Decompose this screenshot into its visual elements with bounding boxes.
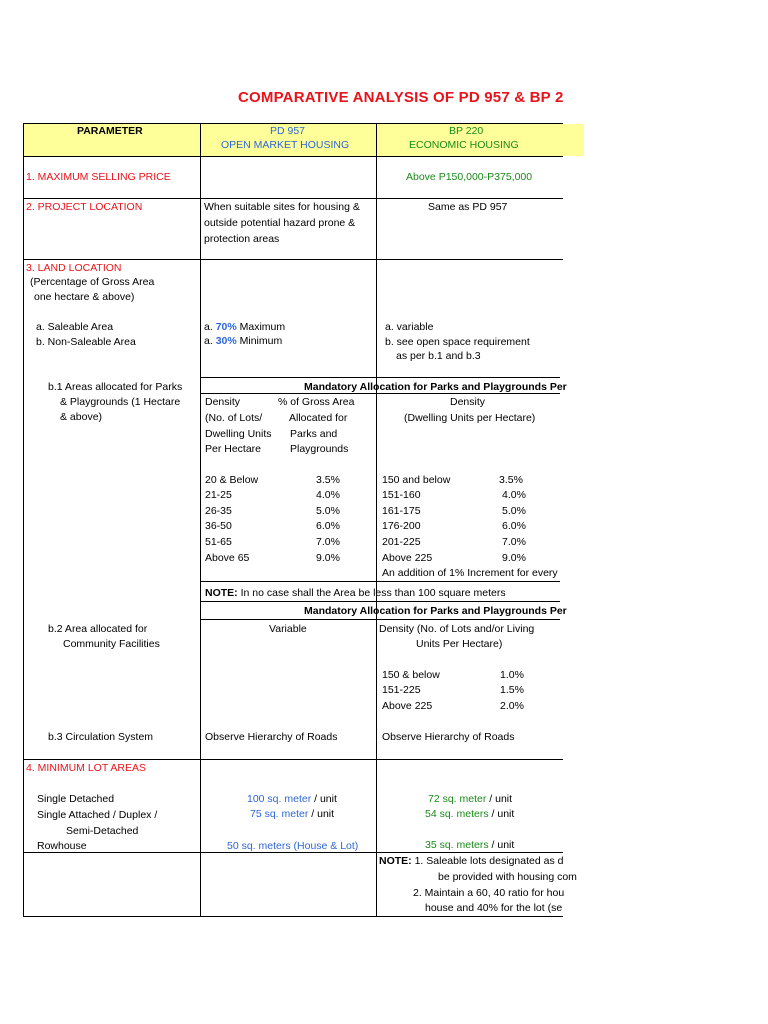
table-row: 1.5% (500, 684, 524, 696)
unit-label: / unit (311, 793, 337, 805)
b1-label-line2: & Playgrounds (1 Hectare (60, 396, 181, 408)
lot-single-attached: Single Attached / Duplex / (37, 809, 158, 821)
table-row: 2.0% (500, 700, 524, 712)
pd957-single-detached (247, 793, 337, 806)
pd957-single-attached (250, 808, 334, 821)
page-title: COMPARATIVE ANALYSIS OF PD 957 & BP 2 (238, 89, 564, 106)
b2-label-line2: Community Facilities (63, 638, 160, 650)
row-line-1 (23, 198, 563, 199)
row4-note-label: NOTE: (379, 855, 412, 867)
pd957-single-attached-value: 75 sq. meter (250, 808, 309, 820)
pd-pct-h3: Parks and (290, 428, 338, 440)
pd957-single-detached-value: 100 sq. meter (247, 793, 312, 805)
row2-label: 2. PROJECT LOCATION (26, 201, 143, 213)
column-divider-1 (200, 123, 201, 917)
bp220-rowhouse (425, 839, 514, 852)
row1-bp220: Above P150,000-P375,000 (406, 171, 533, 183)
row-line-mandatory2-bottom (200, 619, 560, 620)
bp-increment-note: An addition of 1% Increment for every (382, 567, 558, 579)
row3-label: 3. LAND LOCATION (26, 262, 122, 274)
row2-pd957-line3: protection areas (204, 233, 280, 245)
row4-note-line4: house and 40% for the lot (se (425, 902, 563, 914)
header-pd957-sub: OPEN MARKET HOUSING (221, 139, 350, 151)
pd957-non-saleable-suffix: Minimum (236, 335, 283, 347)
table-row: 150 and below (382, 474, 451, 486)
lot-rowhouse: Rowhouse (37, 840, 87, 852)
unit-label: / unit (488, 808, 515, 820)
row-line-top (23, 123, 563, 124)
saleable-area-label: a. Saleable Area (36, 321, 114, 333)
pd-pct-h4: Playgrounds (290, 443, 349, 455)
pd957-saleable-pct: 70% (215, 321, 237, 333)
table-border-left (23, 123, 24, 917)
table-row: 51-65 (205, 536, 232, 548)
header-bp220: BP 220 (449, 125, 484, 137)
b2-label-line1: b.2 Area allocated for (48, 623, 148, 635)
row2-pd957-line1: When suitable sites for housing & (204, 201, 360, 213)
table-row: 150 & below (382, 669, 440, 681)
bp220-rowhouse-value: 35 sq. meters (425, 839, 489, 851)
table-row: 4.0% (316, 489, 340, 501)
row3-sub1: (Percentage of Gross Area (30, 276, 155, 288)
bp-density-h1: Density (450, 396, 486, 408)
bp220-non-saleable-1: b. see open space requirement (385, 336, 530, 348)
pd957-saleable-suffix: Maximum (236, 321, 286, 333)
note-min-area (205, 587, 506, 600)
row-line-bottom (23, 916, 563, 917)
row1-label: 1. MAXIMUM SELLING PRICE (26, 171, 171, 183)
table-row: 7.0% (316, 536, 340, 548)
row2-pd957-line2: outside potential hazard prone & (204, 217, 356, 229)
pd-density-h4: Per Hectare (205, 443, 262, 455)
pd957-non-saleable-prefix: a. (204, 335, 216, 347)
bp220-single-attached (425, 808, 514, 821)
table-row: 3.5% (499, 474, 523, 486)
pd957-b2-value: Variable (269, 623, 307, 635)
pd957-rowhouse: 50 sq. meters (House & Lot) (227, 840, 359, 852)
b3-label: b.3 Circulation System (48, 731, 154, 743)
pd-pct-h1: % of Gross Area (278, 396, 355, 408)
table-row: 4.0% (502, 489, 526, 501)
table-row: 5.0% (502, 505, 526, 517)
row4-note-line2: be provided with housing com (438, 871, 577, 883)
header-pd957: PD 957 (270, 125, 306, 137)
row4-note-text1: 1. Saleable lots designated as d (411, 855, 564, 867)
header-parameter: PARAMETER (77, 125, 143, 137)
bp220-single-attached-value: 54 sq. meters (425, 808, 489, 820)
b1-label-line3: & above) (60, 411, 103, 423)
pd957-non-saleable (204, 335, 282, 348)
table-row: 21-25 (205, 489, 232, 501)
table-row: 9.0% (316, 552, 340, 564)
bp220-single-detached (428, 793, 512, 806)
table-row: 20 & Below (205, 474, 259, 486)
bp220-b3-value: Observe Hierarchy of Roads (382, 731, 515, 743)
row4-label: 4. MINIMUM LOT AREAS (26, 762, 146, 774)
bp220-single-detached-value: 72 sq. meter (428, 793, 487, 805)
bp220-saleable: a. variable (385, 321, 434, 333)
row-line-mandatory1-top (200, 377, 560, 378)
header-bp220-sub: ECONOMIC HOUSING (409, 139, 519, 151)
pd-density-h2: (No. of Lots/ (205, 412, 263, 424)
row4-note-line1 (379, 855, 563, 868)
pd-density-h1: Density (205, 396, 241, 408)
b1-label-line1: b.1 Areas allocated for Parks (48, 381, 183, 393)
pd957-saleable-prefix: a. (204, 321, 216, 333)
pd-density-h3: Dwelling Units (205, 428, 272, 440)
table-row: Above 225 (382, 552, 433, 564)
table-row: Above 225 (382, 700, 433, 712)
table-row: 7.0% (502, 536, 526, 548)
pd957-non-saleable-pct: 30% (215, 335, 237, 347)
table-row: 176-200 (382, 520, 421, 532)
table-row: 6.0% (316, 520, 340, 532)
non-saleable-area-label: b. Non-Saleable Area (36, 336, 136, 348)
bp220-b2-h2: Units Per Hectare) (416, 638, 503, 650)
mandatory-allocation-heading-2: Mandatory Allocation for Parks and Playgrounds Per (304, 605, 567, 617)
row-line-note-top (200, 581, 560, 582)
pd-pct-h2: Allocated for (289, 412, 348, 424)
table-row: 9.0% (502, 552, 526, 564)
table-row: 201-225 (382, 536, 421, 548)
row-line-mandatory2-top (200, 601, 560, 602)
unit-label: / unit (486, 793, 513, 805)
table-row: 6.0% (502, 520, 526, 532)
bp220-b2-h1: Density (No. of Lots and/or Living (379, 623, 535, 635)
table-row: 36-50 (205, 520, 232, 532)
row2-bp220: Same as PD 957 (428, 201, 508, 213)
unit-label: / unit (308, 808, 335, 820)
row-line-header (23, 156, 563, 157)
row-line-2 (23, 259, 563, 260)
mandatory-allocation-heading-1: Mandatory Allocation for Parks and Playgrounds Per (304, 381, 567, 393)
pd957-b3-value: Observe Hierarchy of Roads (205, 731, 338, 743)
pd957-saleable (204, 321, 285, 334)
table-row: 151-160 (382, 489, 421, 501)
lot-semi-detached: Semi-Detached (66, 825, 139, 837)
lot-single-detached: Single Detached (37, 793, 115, 805)
table-row: 161-175 (382, 505, 421, 517)
bp220-non-saleable-2: as per b.1 and b.3 (396, 350, 481, 362)
table-row: 151-225 (382, 684, 421, 696)
table-row: 1.0% (500, 669, 524, 681)
column-divider-2 (376, 123, 377, 917)
note-text: In no case shall the Area be less than 100 square meters (237, 587, 506, 599)
row3-sub2: one hectare & above) (34, 291, 135, 303)
unit-label: / unit (488, 839, 515, 851)
table-row: 3.5% (316, 474, 340, 486)
bp-density-h2: (Dwelling Units per Hectare) (404, 412, 536, 424)
table-row: 26-35 (205, 505, 232, 517)
row4-note-line3: 2. Maintain a 60, 40 ratio for hou (413, 887, 565, 899)
note-label: NOTE: (205, 587, 238, 599)
row-line-3 (23, 759, 563, 760)
table-row: Above 65 (205, 552, 250, 564)
table-row: 5.0% (316, 505, 340, 517)
